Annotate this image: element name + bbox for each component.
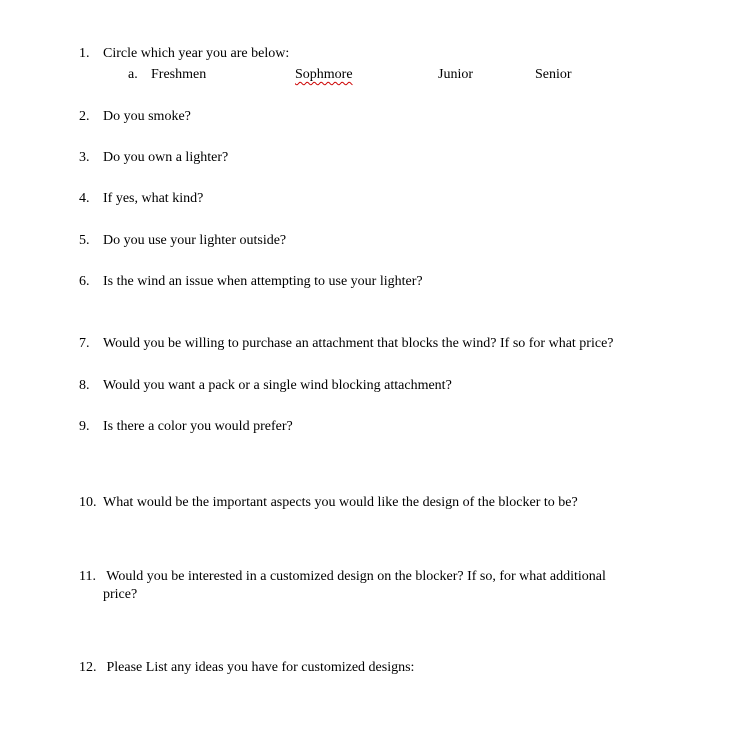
question-7 <box>79 335 614 352</box>
question-8 <box>79 377 452 394</box>
question-number: 12. <box>79 660 97 675</box>
question-9 <box>79 418 293 435</box>
question-4 <box>79 190 203 207</box>
question-number: 6. <box>79 274 90 289</box>
question-number: 1. <box>79 46 90 61</box>
option-senior: Senior <box>535 67 572 82</box>
sub-item-label: a. <box>128 67 138 82</box>
option-junior: Junior <box>438 67 473 82</box>
question-text: Would you be interested in a customized design on the blocker? If so, for what additional <box>103 569 606 584</box>
question-5 <box>79 232 286 249</box>
question-12 <box>79 659 414 676</box>
question-6 <box>79 273 423 290</box>
question-number: 5. <box>79 233 90 248</box>
question-text: Do you own a lighter? <box>103 150 229 165</box>
question-number: 8. <box>79 378 90 393</box>
question-text: Please List any ideas you have for customized designs: <box>103 660 415 675</box>
question-text: Circle which year you are below: <box>103 46 290 61</box>
question-text: Do you use your lighter outside? <box>103 233 287 248</box>
question-number: 11. <box>79 569 96 584</box>
question-3 <box>79 149 228 166</box>
question-number: 3. <box>79 150 90 165</box>
question-number: 2. <box>79 109 90 124</box>
question-11 <box>79 568 606 585</box>
question-text: Would you want a pack or a single wind blocking attachment? <box>103 378 452 393</box>
option-sophmore: Sophmore <box>295 67 353 82</box>
question-text: Do you smoke? <box>103 109 191 124</box>
question-text: Is the wind an issue when attempting to use your lighter? <box>103 274 423 289</box>
option-freshmen: Freshmen <box>151 67 207 82</box>
question-2 <box>79 108 191 125</box>
question-number: 4. <box>79 191 90 206</box>
question-number: 9. <box>79 419 90 434</box>
question-1 <box>79 45 289 62</box>
question-text: Would you be willing to purchase an attachment that blocks the wind? If so for what price? <box>103 336 614 351</box>
question-text: Is there a color you would prefer? <box>103 419 293 434</box>
question-text: What would be the important aspects you would like the design of the blocker to be? <box>103 495 578 510</box>
question-10 <box>79 494 578 511</box>
question-11-continuation: price? <box>103 587 138 602</box>
question-number: 7. <box>79 336 90 351</box>
question-number: 10. <box>79 495 97 510</box>
question-text: If yes, what kind? <box>103 191 204 206</box>
